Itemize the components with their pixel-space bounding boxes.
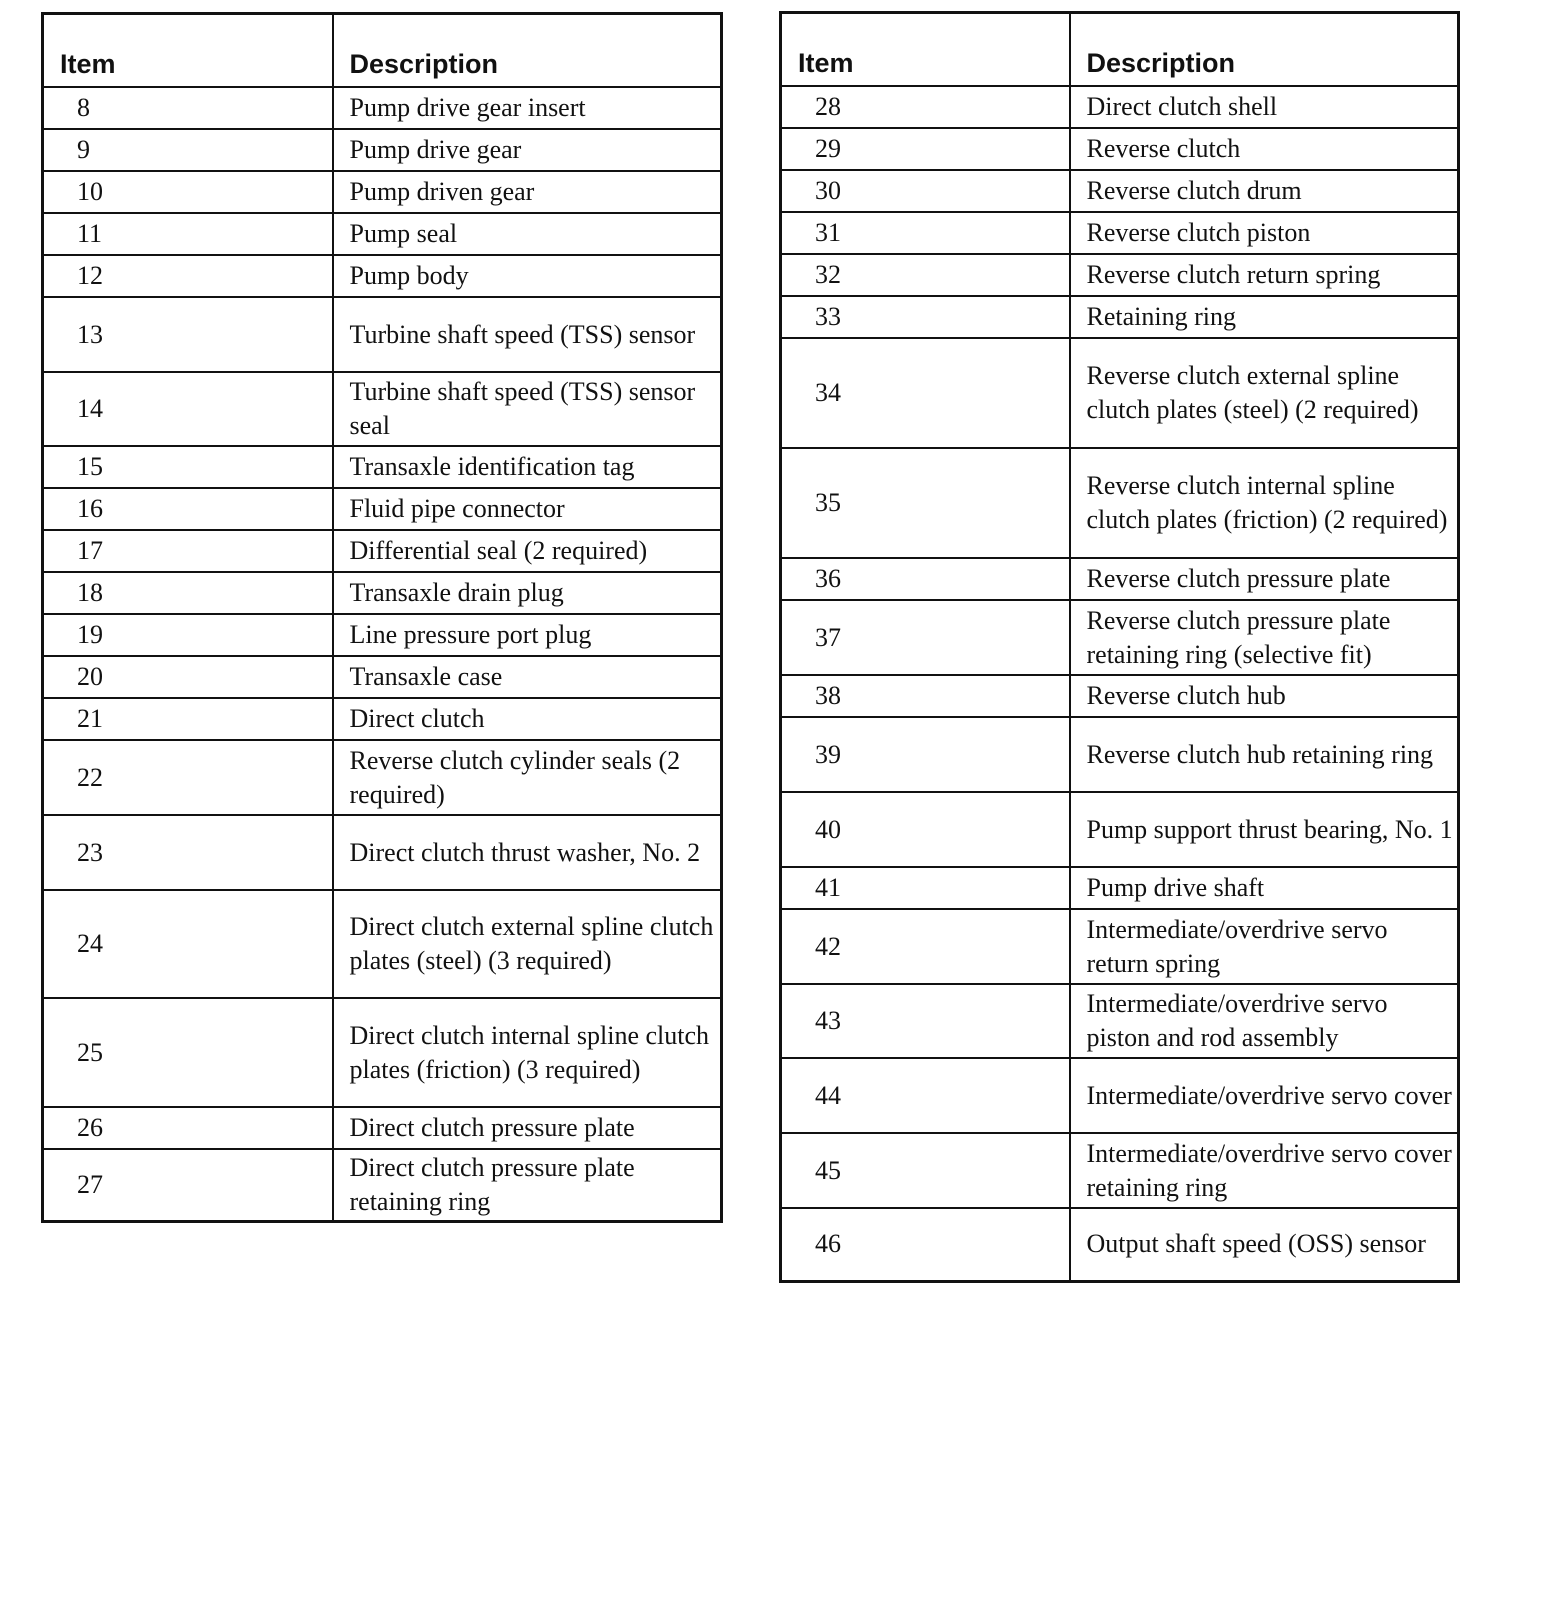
table-row (781, 909, 1459, 984)
item-description: Retaining ring (1070, 296, 1459, 338)
item-description: Output shaft speed (OSS) sensor (1070, 1208, 1459, 1281)
item-number: 30 (781, 170, 1070, 212)
item-description: Reverse clutch pressure plate (1070, 558, 1459, 600)
table-row (781, 984, 1459, 1058)
item-number: 18 (43, 572, 333, 614)
table-row (781, 212, 1459, 254)
table-row (43, 372, 722, 446)
table-row (43, 446, 722, 488)
item-number: 16 (43, 488, 333, 530)
item-description: Pump driven gear (333, 171, 722, 213)
table-row (43, 297, 722, 372)
item-description: Turbine shaft speed (TSS) sensor seal (333, 372, 722, 446)
item-number: 9 (43, 129, 333, 171)
table-row (781, 254, 1459, 296)
item-description: Direct clutch shell (1070, 86, 1459, 128)
table-row (781, 86, 1459, 128)
item-number: 41 (781, 867, 1070, 909)
item-description: Pump drive gear (333, 129, 722, 171)
item-description: Direct clutch (333, 698, 722, 740)
item-description: Fluid pipe connector (333, 488, 722, 530)
item-number: 13 (43, 297, 333, 372)
item-number: 40 (781, 792, 1070, 867)
item-description: Reverse clutch cylinder seals (2 required) (333, 740, 722, 815)
item-description: Reverse clutch hub (1070, 675, 1459, 717)
item-description: Transaxle case (333, 656, 722, 698)
item-column-header: Item (781, 13, 1070, 87)
table-row (43, 1107, 722, 1149)
table-row (781, 867, 1459, 909)
item-number: 26 (43, 1107, 333, 1149)
item-description: Transaxle identification tag (333, 446, 722, 488)
item-number: 34 (781, 338, 1070, 448)
table-row (781, 338, 1459, 448)
table-row (43, 171, 722, 213)
item-number: 27 (43, 1149, 333, 1221)
item-description: Pump drive gear insert (333, 87, 722, 129)
table-row (781, 448, 1459, 558)
item-description: Direct clutch external spline clutch plates (steel) (3 required) (333, 890, 722, 998)
item-number: 46 (781, 1208, 1070, 1281)
table-row (43, 129, 722, 171)
item-description: Line pressure port plug (333, 614, 722, 656)
item-description: Turbine shaft speed (TSS) sensor (333, 297, 722, 372)
item-description: Transaxle drain plug (333, 572, 722, 614)
table-row (43, 488, 722, 530)
item-description: Reverse clutch piston (1070, 212, 1459, 254)
item-number: 22 (43, 740, 333, 815)
item-number: 12 (43, 255, 333, 297)
item-description: Reverse clutch internal spline clutch plates (friction) (2 required) (1070, 448, 1459, 558)
table-row (781, 1058, 1459, 1133)
table-row (781, 170, 1459, 212)
item-number: 8 (43, 87, 333, 129)
parts-table-right (779, 11, 1460, 1283)
table-row (43, 656, 722, 698)
table-row (43, 614, 722, 656)
item-number: 15 (43, 446, 333, 488)
item-number: 42 (781, 909, 1070, 984)
table-row (43, 572, 722, 614)
item-number: 43 (781, 984, 1070, 1058)
item-number: 25 (43, 998, 333, 1107)
table-row (43, 998, 722, 1107)
item-column-header: Item (43, 14, 333, 88)
item-number: 19 (43, 614, 333, 656)
table-row (43, 890, 722, 998)
item-description: Reverse clutch return spring (1070, 254, 1459, 296)
item-number: 44 (781, 1058, 1070, 1133)
item-description: Pump body (333, 255, 722, 297)
table-row (43, 255, 722, 297)
table-row (781, 600, 1459, 675)
item-number: 29 (781, 128, 1070, 170)
item-number: 31 (781, 212, 1070, 254)
item-number: 37 (781, 600, 1070, 675)
table-row (43, 815, 722, 890)
item-number: 36 (781, 558, 1070, 600)
item-number: 11 (43, 213, 333, 255)
item-description: Intermediate/overdrive servo piston and rod assembly (1070, 984, 1459, 1058)
item-description: Direct clutch pressure plate retaining ring (333, 1149, 722, 1221)
table-row (781, 717, 1459, 792)
item-number: 35 (781, 448, 1070, 558)
item-description: Direct clutch pressure plate (333, 1107, 722, 1149)
item-description: Reverse clutch external spline clutch plates (steel) (2 required) (1070, 338, 1459, 448)
item-description: Intermediate/overdrive servo cover retaining ring (1070, 1133, 1459, 1208)
item-number: 21 (43, 698, 333, 740)
item-number: 38 (781, 675, 1070, 717)
table-header-row (43, 14, 722, 88)
item-description: Pump seal (333, 213, 722, 255)
item-description: Reverse clutch hub retaining ring (1070, 717, 1459, 792)
table-row (43, 1149, 722, 1221)
parts-table-left (41, 12, 723, 1223)
item-description: Direct clutch thrust washer, No. 2 (333, 815, 722, 890)
item-description: Intermediate/overdrive servo return spring (1070, 909, 1459, 984)
table-row (781, 128, 1459, 170)
item-description: Pump drive shaft (1070, 867, 1459, 909)
item-number: 33 (781, 296, 1070, 338)
description-column-header: Description (1070, 13, 1459, 87)
item-description: Direct clutch internal spline clutch plates (friction) (3 required) (333, 998, 722, 1107)
item-number: 14 (43, 372, 333, 446)
table-row (781, 792, 1459, 867)
item-description: Reverse clutch pressure plate retaining ring (selective fit) (1070, 600, 1459, 675)
item-number: 45 (781, 1133, 1070, 1208)
item-number: 20 (43, 656, 333, 698)
table-row (781, 1133, 1459, 1208)
item-description: Intermediate/overdrive servo cover (1070, 1058, 1459, 1133)
table-row (781, 1208, 1459, 1281)
item-number: 23 (43, 815, 333, 890)
table-row (43, 740, 722, 815)
item-description: Reverse clutch (1070, 128, 1459, 170)
table-header-row (781, 13, 1459, 87)
table-row (43, 698, 722, 740)
table-row (781, 675, 1459, 717)
item-description: Pump support thrust bearing, No. 1 (1070, 792, 1459, 867)
table-row (781, 558, 1459, 600)
table-row (781, 296, 1459, 338)
item-number: 24 (43, 890, 333, 998)
item-number: 39 (781, 717, 1070, 792)
item-number: 32 (781, 254, 1070, 296)
item-description: Differential seal (2 required) (333, 530, 722, 572)
item-description: Reverse clutch drum (1070, 170, 1459, 212)
item-number: 10 (43, 171, 333, 213)
item-number: 17 (43, 530, 333, 572)
item-number: 28 (781, 86, 1070, 128)
description-column-header: Description (333, 14, 722, 88)
table-row (43, 87, 722, 129)
table-row (43, 213, 722, 255)
table-row (43, 530, 722, 572)
